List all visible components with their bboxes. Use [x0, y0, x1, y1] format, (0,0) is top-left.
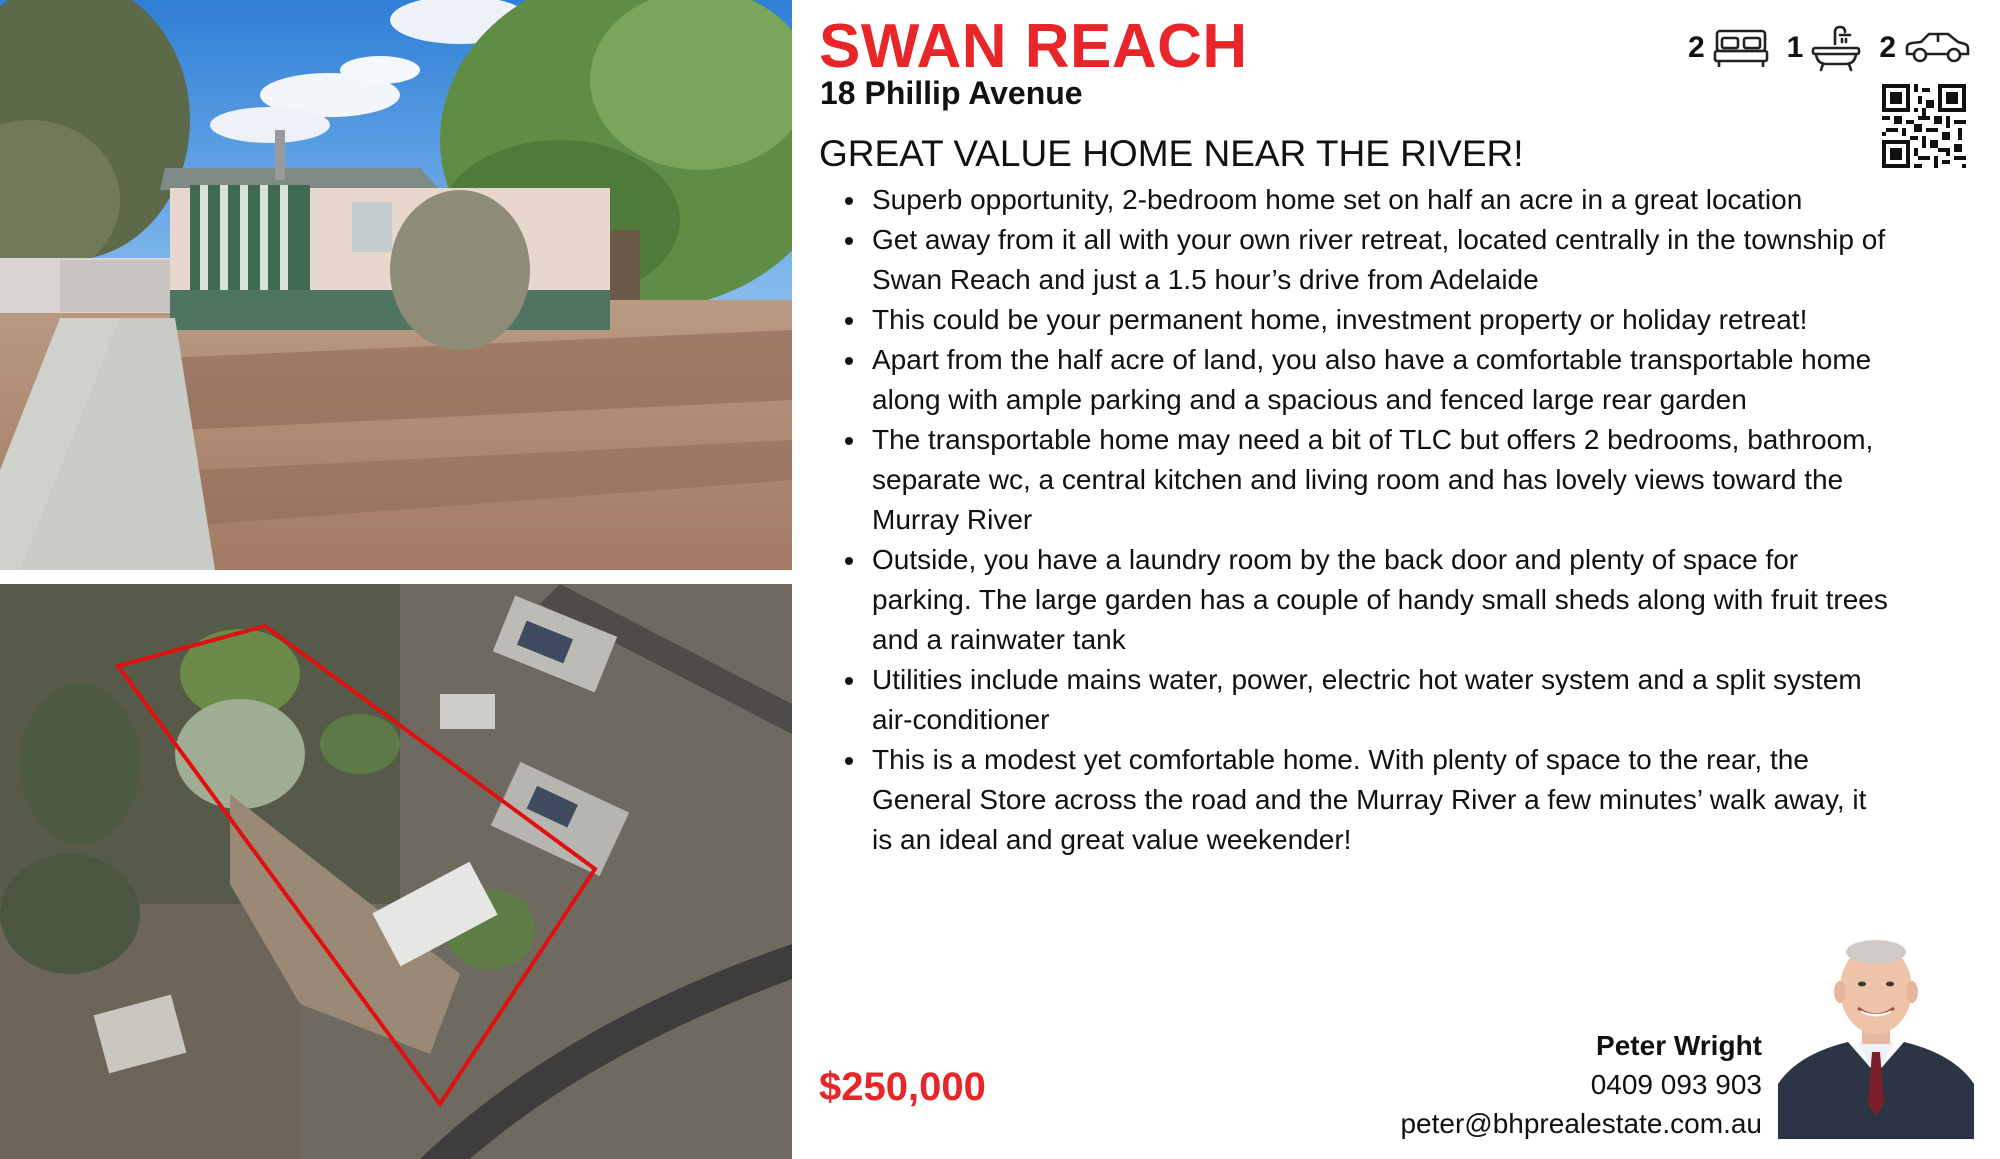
feature-item: • Apart from the half acre of land, you also have a comfortable transportable home along with ample parking and a spacious and fenced large rear garden — [868, 340, 1888, 420]
bath-icon — [1811, 24, 1861, 72]
price: $250,000 — [819, 1065, 986, 1109]
car-spaces-count: 2 — [1879, 31, 1896, 64]
feature-item: • Utilities include mains water, power, electric hot water system and a split system air-conditioner — [868, 660, 1888, 740]
suburb-title: SWAN REACH — [819, 12, 1248, 81]
feature-item: • This is a modest yet comfortable home. With plenty of space to the rear, the General Store across the road and the Murray River a few minutes’ walk away, it is an ideal and great value weekender! — [868, 740, 1888, 860]
agent-name: Peter Wright — [1596, 1030, 1762, 1061]
feature-item: • Superb opportunity, 2-bedroom home set on half an acre in a great location — [868, 180, 1888, 220]
qr-code[interactable] — [1882, 84, 1966, 168]
aerial-photo — [0, 584, 792, 1159]
agent-phone[interactable]: 0409 093 903 — [1590, 1069, 1762, 1100]
feature-list — [842, 180, 1888, 860]
bathrooms-count: 1 — [1786, 31, 1804, 64]
listing-headline: GREAT VALUE HOME NEAR THE RIVER! — [819, 133, 1524, 174]
agent-photo — [1778, 934, 1974, 1139]
feature-item: • Get away from it all with your own river retreat, located centrally in the township of Swan Reach and just a 1.5 hour’s drive from Adelaide — [868, 220, 1888, 300]
agent-contact — [1400, 1026, 1762, 1143]
car-spaces-spec — [1879, 30, 1970, 66]
feature-item: • This could be your permanent home, investment property or holiday retreat! — [868, 300, 1888, 340]
feature-item: • The transportable home may need a bit of TLC but offers 2 bedrooms, bathroom, separate wc, a central kitchen and living room and has lovely views toward the Murray River — [868, 420, 1888, 540]
feature-item: • Outside, you have a laundry room by the back door and plenty of space for parking. The large garden has a couple of handy small sheds along with fruit trees and a rainwater tank — [868, 540, 1888, 660]
house-front-photo — [0, 0, 792, 570]
street-address: 18 Phillip Avenue — [820, 75, 1083, 111]
bed-icon — [1713, 27, 1769, 69]
bedrooms-count: 2 — [1687, 31, 1705, 64]
car-icon — [1904, 30, 1970, 66]
bedrooms-spec — [1688, 27, 1769, 69]
agent-email[interactable]: peter@bhprealestate.com.au — [1400, 1108, 1762, 1139]
property-specs — [1670, 24, 1970, 72]
bathrooms-spec — [1787, 24, 1862, 72]
